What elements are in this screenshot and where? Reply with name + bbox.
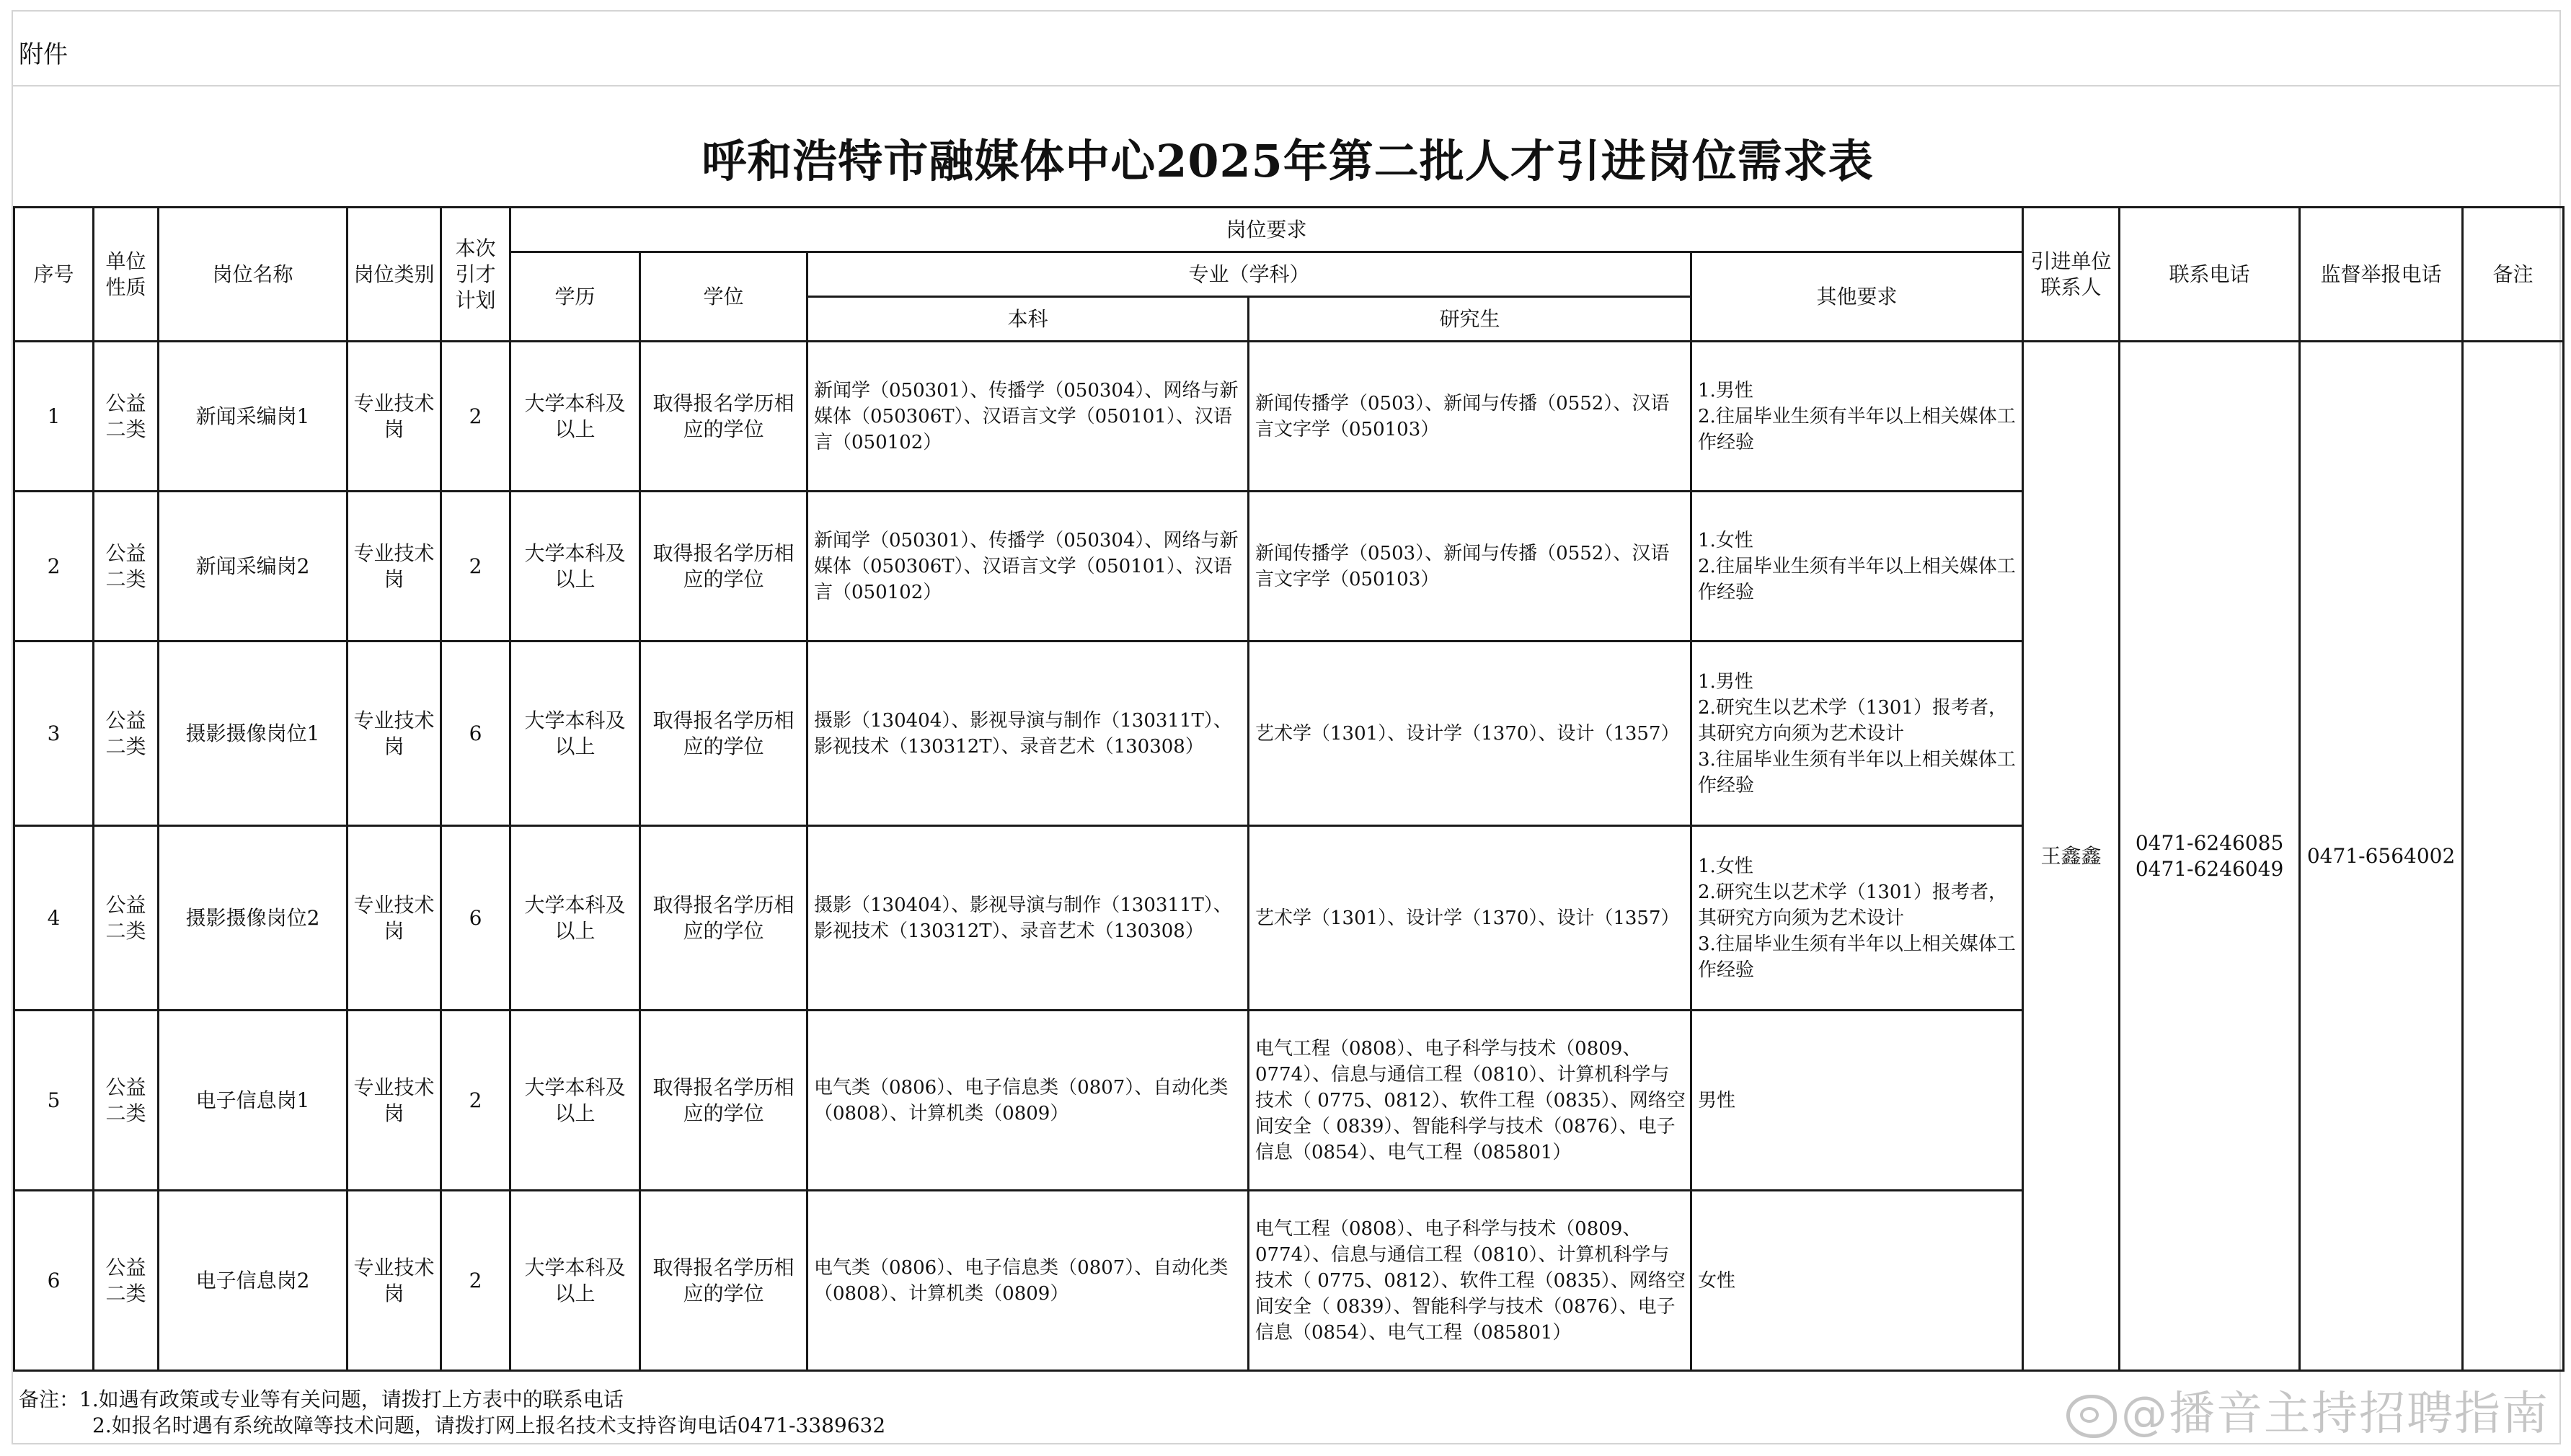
other-req-line: 女性 [1698,1269,1736,1292]
row-undergrad: 电气类（0806）、电子信息类（0807）、自动化类（0808）、计算机类（0809） [807,1191,1249,1371]
row-plan: 2 [441,492,510,642]
header-education: 学历 [510,252,640,342]
row-degree: 取得报名学历相应的学位 [640,826,807,1011]
weibo-icon [2066,1395,2117,1438]
other-req-line: 3.往届毕业生须有半年以上相关媒体工作经验 [1698,748,2016,796]
header-seq: 序号 [14,208,94,342]
row-unit-nature: 公益二类 [94,642,159,826]
row-post-type: 专业技术岗 [348,492,441,642]
row-unit-nature: 公益二类 [94,826,159,1011]
row-other [1691,1191,2023,1371]
footnote-line-1: 备注：1.如遇有政策或专业等有关问题，请拨打上方表中的联系电话 [19,1388,624,1411]
row-post-name: 摄影摄像岗位1 [159,642,348,826]
row-other [1691,342,2023,492]
row-education: 大学本科及以上 [510,1011,640,1191]
row-undergrad: 新闻学（050301）、传播学（050304）、网络与新媒体（050306T）、汉语言文学（050101）、汉语言（050102） [807,342,1249,492]
header-post-name: 岗位名称 [159,208,348,342]
row-post-name: 新闻采编岗1 [159,342,348,492]
row-plan: 6 [441,642,510,826]
row-education: 大学本科及以上 [510,342,640,492]
row-degree: 取得报名学历相应的学位 [640,342,807,492]
watermark-text: @播音主持招聘指南 [2121,1388,2549,1441]
remarks-cell [2463,342,2564,1371]
row-undergrad: 摄影（130404）、影视导演与制作（130311T）、影视技术（130312T）、录音艺术（130308） [807,826,1249,1011]
header-supervision-phone: 监督举报电话 [2300,208,2463,342]
row-seq: 2 [14,492,94,642]
row-education: 大学本科及以上 [510,492,640,642]
row-degree: 取得报名学历相应的学位 [640,492,807,642]
other-req-line: 2.研究生以艺术学（1301）报考者，其研究方向须为艺术设计 [1698,696,2007,745]
row-post-name: 新闻采编岗2 [159,492,348,642]
watermark [2066,1377,2549,1443]
footnotes [19,1387,885,1439]
row-plan: 2 [441,1011,510,1191]
row-unit-nature: 公益二类 [94,492,159,642]
row-post-type: 专业技术岗 [348,642,441,826]
header-contact-phone: 联系电话 [2120,208,2300,342]
row-post-type: 专业技术岗 [348,1191,441,1371]
row-degree: 取得报名学历相应的学位 [640,1191,807,1371]
row-education: 大学本科及以上 [510,826,640,1011]
contact-phones [2120,342,2300,1371]
other-req-line: 2.研究生以艺术学（1301）报考者，其研究方向须为艺术设计 [1698,881,2007,929]
row-plan: 2 [441,342,510,492]
header-divider [13,85,2559,86]
row-other [1691,826,2023,1011]
header-post-type: 岗位类别 [348,208,441,342]
row-degree: 取得报名学历相应的学位 [640,642,807,826]
other-req-line: 1.女性 [1698,855,1753,877]
row-graduate: 艺术学（1301）、设计学（1370）、设计（1357） [1249,826,1691,1011]
row-other [1691,1011,2023,1191]
header-plan: 本次引才计划 [441,208,510,342]
row-undergrad: 新闻学（050301）、传播学（050304）、网络与新媒体（050306T）、汉语言文学（050101）、汉语言（050102） [807,492,1249,642]
document-sheet [12,10,2561,1444]
other-req-line: 1.男性 [1698,379,1753,401]
row-unit-nature: 公益二类 [94,1191,159,1371]
other-req-line: 1.男性 [1698,670,1753,693]
table-row [14,342,2564,492]
document-title: 呼和浩特市融媒体中心2025年第二批人才引进岗位需求表 [702,135,1874,187]
other-req-line: 2.往届毕业生须有半年以上相关媒体工作经验 [1698,405,2016,453]
row-education: 大学本科及以上 [510,1191,640,1371]
footnote-line-2: 2.如报名时遇有系统故障等技术问题，请拨打网上报名技术支持咨询电话0471-3389632 [92,1413,886,1437]
recruitment-table [13,206,2565,1372]
header-undergrad: 本科 [807,297,1249,342]
row-seq: 1 [14,342,94,492]
other-req-line: 3.往届毕业生须有半年以上相关媒体工作经验 [1698,933,2016,981]
other-req-line: 1.女性 [1698,529,1753,551]
contact-person: 王鑫鑫 [2023,342,2120,1371]
contact-phone-2: 0471-6246049 [2135,856,2284,881]
header-degree: 学位 [640,252,807,342]
row-graduate: 新闻传播学（0503）、新闻与传播（0552）、汉语言文字学（050103） [1249,492,1691,642]
row-post-type: 专业技术岗 [348,1011,441,1191]
row-seq: 6 [14,1191,94,1371]
row-seq: 4 [14,826,94,1011]
row-post-type: 专业技术岗 [348,826,441,1011]
header-unit-nature: 单位性质 [94,208,159,342]
header-graduate: 研究生 [1249,297,1691,342]
row-graduate: 电气工程（0808）、电子科学与技术（0809、0774）、信息与通信工程（0810）、计算机科学与技术（ 0775、0812）、软件工程（0835）、网络空间安全（ 0839）、智能科学与技术（0876）、电子信息（0854）、电气工程（085801） [1249,1011,1691,1191]
row-degree: 取得报名学历相应的学位 [640,1011,807,1191]
row-plan: 2 [441,1191,510,1371]
row-unit-nature: 公益二类 [94,342,159,492]
row-post-name: 摄影摄像岗位2 [159,826,348,1011]
contact-phone-1: 0471-6246085 [2135,830,2284,855]
row-undergrad: 电气类（0806）、电子信息类（0807）、自动化类（0808）、计算机类（0809） [807,1011,1249,1191]
row-post-type: 专业技术岗 [348,342,441,492]
row-other [1691,492,2023,642]
other-req-line: 2.往届毕业生须有半年以上相关媒体工作经验 [1698,555,2016,603]
other-req-line: 男性 [1698,1089,1736,1111]
row-graduate: 新闻传播学（0503）、新闻与传播（0552）、汉语言文字学（050103） [1249,342,1691,492]
row-post-name: 电子信息岗1 [159,1011,348,1191]
row-education: 大学本科及以上 [510,642,640,826]
header-requirements: 岗位要求 [510,208,2023,252]
header-row-1 [14,208,2564,252]
row-seq: 5 [14,1011,94,1191]
row-unit-nature: 公益二类 [94,1011,159,1191]
supervision-phone: 0471-6564002 [2300,342,2463,1371]
attachment-label: 附件 [19,40,68,69]
row-graduate: 艺术学（1301）、设计学（1370）、设计（1357） [1249,642,1691,826]
row-plan: 6 [441,826,510,1011]
header-major: 专业（学科） [807,252,1691,297]
row-other [1691,642,2023,826]
header-other: 其他要求 [1691,252,2023,342]
row-seq: 3 [14,642,94,826]
row-graduate: 电气工程（0808）、电子科学与技术（0809、0774）、信息与通信工程（0810）、计算机科学与技术（ 0775、0812）、软件工程（0835）、网络空间安全（ 0839）、智能科学与技术（0876）、电子信息（0854）、电气工程（085801） [1249,1191,1691,1371]
row-undergrad: 摄影（130404）、影视导演与制作（130311T）、影视技术（130312T）、录音艺术（130308） [807,642,1249,826]
row-post-name: 电子信息岗2 [159,1191,348,1371]
header-contact-person: 引进单位联系人 [2023,208,2120,342]
header-remarks: 备注 [2463,208,2564,342]
